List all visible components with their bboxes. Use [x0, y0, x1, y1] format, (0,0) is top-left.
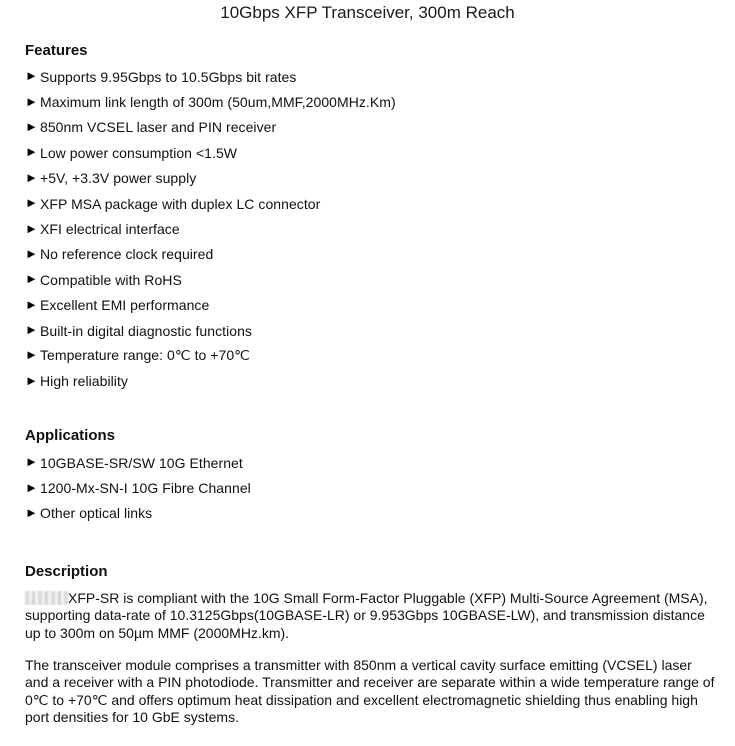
bullet-arrow-icon: ►: [25, 68, 38, 84]
feature-text: +5V, +3.3V power supply: [40, 170, 197, 187]
application-item: [25, 501, 251, 526]
feature-text: Excellent EMI performance: [40, 297, 210, 314]
document-title: 10Gbps XFP Transceiver, 300m Reach: [220, 3, 515, 22]
feature-item: [25, 191, 396, 216]
feature-text: High reliability: [40, 373, 128, 390]
bullet-arrow-icon: ►: [25, 169, 38, 185]
feature-text: Low power consumption <1.5W: [40, 144, 238, 161]
bullet-arrow-icon: ►: [25, 144, 38, 160]
feature-text: Compatible with RoHS: [40, 271, 182, 288]
feature-item: [25, 343, 396, 368]
application-item: [25, 475, 251, 500]
redacted-brand-logo: [25, 591, 68, 605]
application-text: 10GBASE-SR/SW 10G Ethernet: [40, 454, 243, 471]
feature-item: [25, 64, 396, 89]
feature-text: 850nm VCSEL laser and PIN receiver: [40, 119, 277, 136]
bullet-arrow-icon: ►: [25, 479, 38, 495]
feature-item: [25, 369, 396, 394]
description-paragraph-1-text: XFP-SR is compliant with the 10G Small Form-Factor Pluggable (XFP) Multi-Source Agreement (MSA), supporting data-rate of 10.3125Gbps(10GBASE-LR) or 9.953Gbps 10GBASE-LW), and transmission distance up to 300m on 50µm MMF (2000MHz.km).: [25, 590, 708, 641]
bullet-arrow-icon: ►: [25, 322, 38, 338]
feature-item: [25, 166, 396, 191]
feature-text: Built-in digital diagnostic functions: [40, 322, 252, 339]
bullet-arrow-icon: ►: [25, 118, 38, 134]
feature-text: Temperature range: 0℃ to +70℃: [40, 347, 250, 364]
bullet-arrow-icon: ►: [25, 296, 38, 312]
bullet-arrow-icon: ►: [25, 372, 38, 388]
feature-item: [25, 115, 396, 140]
application-text: 1200-Mx-SN-I 10G Fibre Channel: [40, 480, 251, 497]
application-text: Other optical links: [40, 505, 153, 522]
feature-item: [25, 318, 396, 343]
feature-text: XFI electrical interface: [40, 221, 180, 238]
features-list: [25, 64, 396, 394]
bullet-arrow-icon: ►: [25, 454, 38, 470]
bullet-arrow-icon: ►: [25, 245, 38, 261]
feature-item: [25, 293, 396, 318]
bullet-arrow-icon: ►: [25, 93, 38, 109]
feature-text: XFP MSA package with duplex LC connector: [40, 195, 321, 212]
feature-item: [25, 89, 396, 114]
description-paragraph-1: [25, 590, 715, 642]
description-paragraph-2: The transceiver module comprises a transmitter with 850nm a vertical cavity surface emitting (VCSEL) laser and a receiver with a PIN photodiode. Transmitter and receiver are separate within a wide temperature range of 0℃ to +70℃ and offers optimum heat dissipation and excellent electromagnetic shielding thus enabling high port densities for 10 GbE systems.: [25, 657, 715, 725]
application-item: [25, 450, 251, 475]
bullet-arrow-icon: ►: [25, 220, 38, 236]
features-heading: Features: [25, 42, 88, 59]
feature-text: Maximum link length of 300m (50um,MMF,2000MHz.Km): [40, 94, 396, 111]
feature-text: Supports 9.95Gbps to 10.5Gbps bit rates: [40, 68, 297, 85]
applications-list: [25, 450, 251, 526]
feature-text: No reference clock required: [40, 246, 214, 263]
bullet-arrow-icon: ►: [25, 504, 38, 520]
bullet-arrow-icon: ►: [25, 195, 38, 211]
feature-item: [25, 216, 396, 241]
bullet-arrow-icon: ►: [25, 271, 38, 287]
feature-item: [25, 267, 396, 292]
feature-item: [25, 140, 396, 165]
description-heading: Description: [25, 563, 108, 580]
applications-heading: Applications: [25, 427, 116, 444]
feature-item: [25, 242, 396, 267]
bullet-arrow-icon: ►: [25, 347, 38, 363]
